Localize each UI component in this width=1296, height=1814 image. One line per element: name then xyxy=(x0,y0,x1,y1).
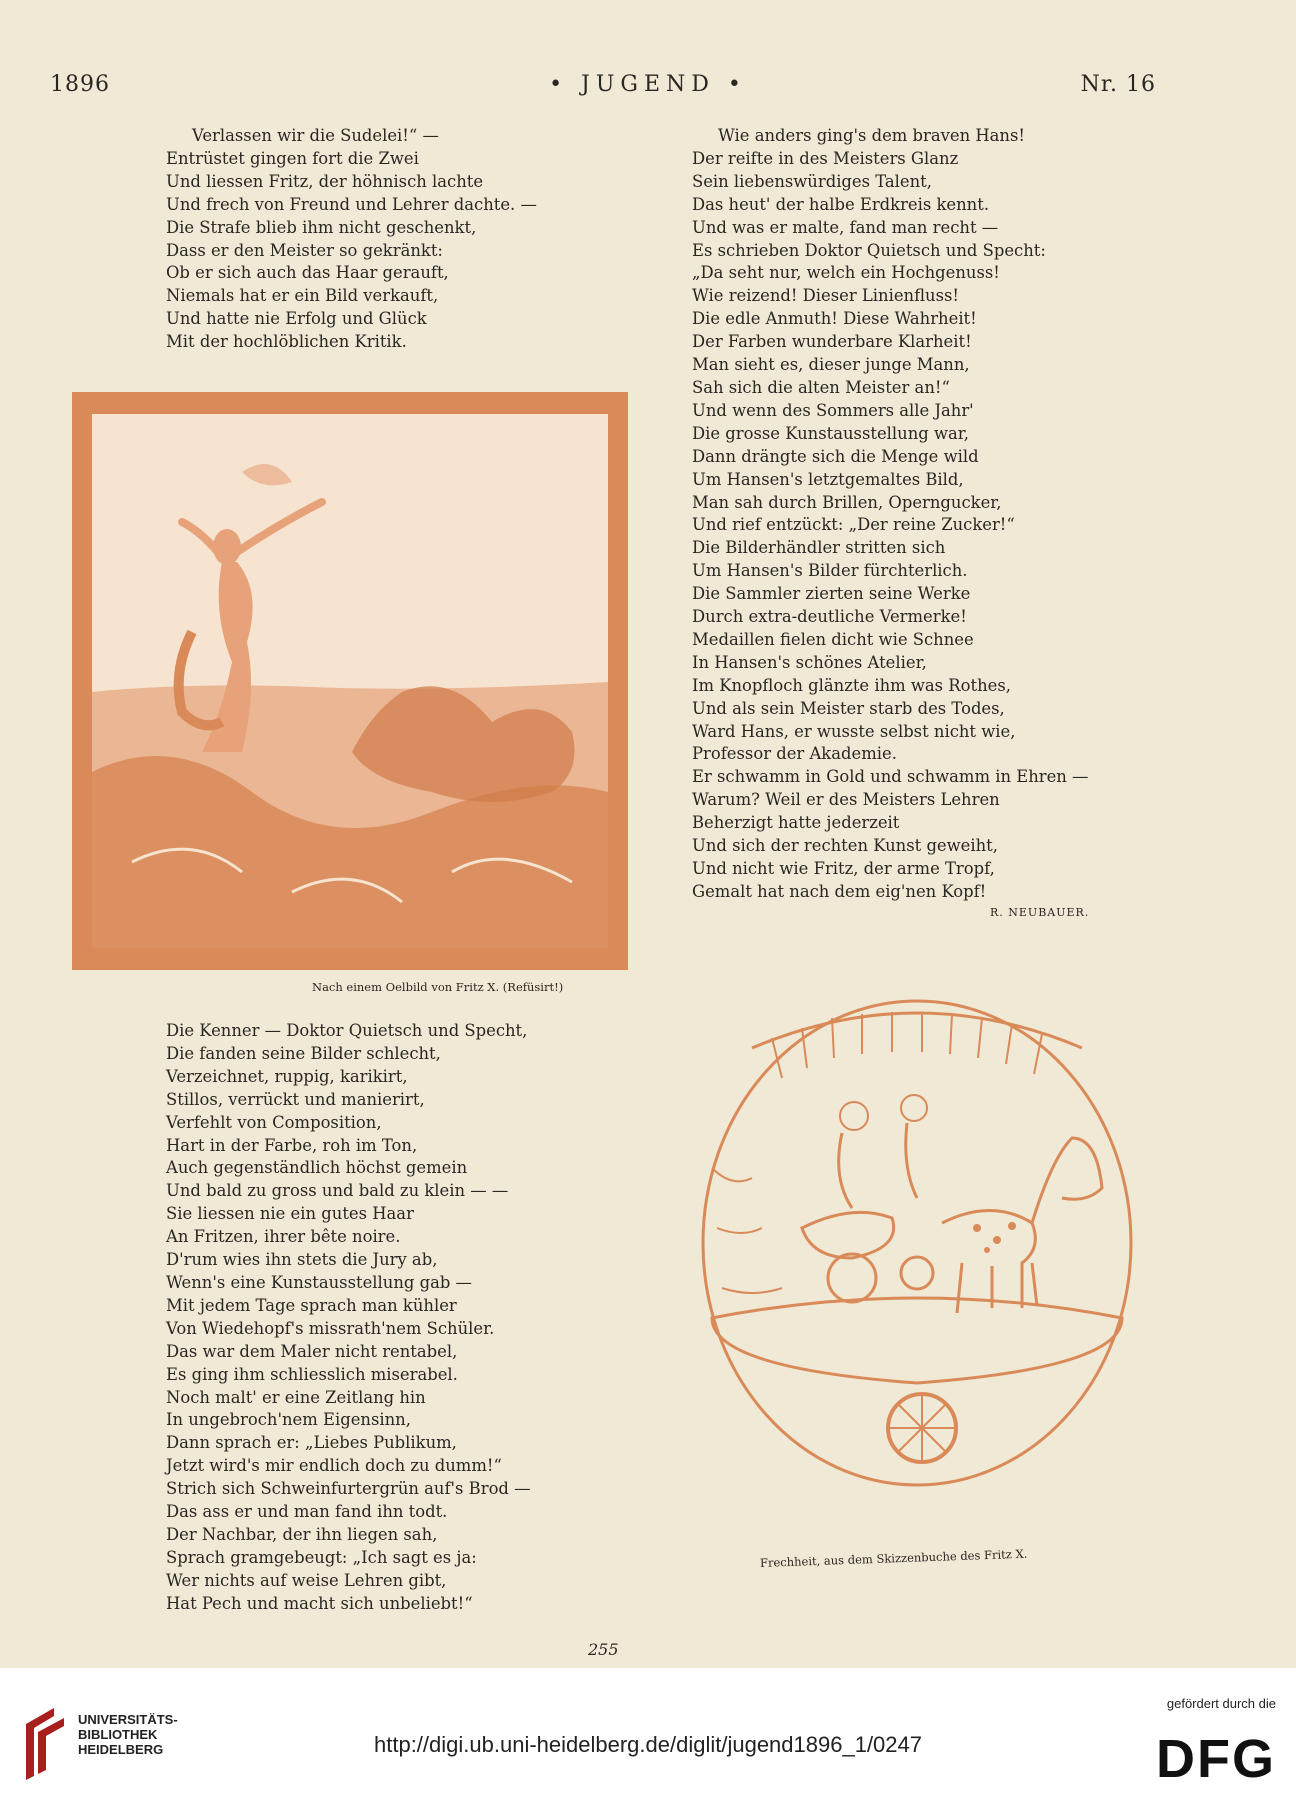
horse-spot xyxy=(984,1247,990,1253)
poem-line: Und hatte nie Erfolg und Glück xyxy=(166,309,427,329)
poem-line: Ward Hans, er wusste selbst nicht wie, xyxy=(692,721,1016,741)
library-name-line-1: UNIVERSITÄTS- xyxy=(78,1712,178,1727)
lower-wheel-spokes xyxy=(888,1394,956,1462)
funded-by-label: gefördert durch die xyxy=(1166,1696,1276,1711)
poem-line: Und rief entzückt: „Der reine Zucker!“ xyxy=(692,515,1015,535)
poem-line: Sein liebenswürdiges Talent, xyxy=(692,171,932,191)
poem-line: Stillos, verrückt und manierirt, xyxy=(166,1089,425,1109)
poem-line: Die Strafe blieb ihm nicht geschenkt, xyxy=(166,217,477,237)
poem-line: Das war dem Maler nicht rentabel, xyxy=(166,1341,458,1361)
poem-line: Und frech von Freund und Lehrer dachte. — xyxy=(166,194,537,214)
poem-top-left xyxy=(166,125,537,354)
poem-line: Verzeichnet, ruppig, karikirt, xyxy=(166,1066,408,1086)
poem-line: Man sah durch Brillen, Operngucker, xyxy=(692,492,1002,512)
poem-line: Jetzt wird's mir endlich doch zu dumm!“ xyxy=(166,1456,502,1476)
poem-line: Hat Pech und macht sich unbeliebt!“ xyxy=(166,1593,473,1613)
poem-line: Und als sein Meister starb des Todes, xyxy=(692,698,1005,718)
poem-line: Die Bilderhändler stritten sich xyxy=(692,538,946,558)
painting-caption: Nach einem Oelbild von Fritz X. (Refüsirt!) xyxy=(312,980,564,994)
library-name-line-3: HEIDELBERG xyxy=(78,1742,164,1757)
poem-line: Dann sprach er: „Liebes Publikum, xyxy=(166,1433,457,1453)
poem-line: Das ass er und man fand ihn todt. xyxy=(166,1502,448,1522)
poem-line: Warum? Weil er des Meisters Lehren xyxy=(692,790,1000,810)
poem-line: Im Knopfloch glänzte ihm was Rothes, xyxy=(692,675,1011,695)
poem-line: Um Hansen's letztgemaltes Bild, xyxy=(692,469,964,489)
platform xyxy=(712,1298,1122,1383)
poem-line: Wer nichts auf weise Lehren gibt, xyxy=(166,1570,447,1590)
poem-line: Die fanden seine Bilder schlecht, xyxy=(166,1043,441,1063)
horse-spot xyxy=(1008,1222,1016,1230)
horse-head xyxy=(1032,1138,1102,1223)
poem-line: Mit jedem Tage sprach man kühler xyxy=(166,1295,457,1315)
crowd-hands xyxy=(712,1168,782,1293)
cart-wheel-2 xyxy=(901,1257,933,1289)
poem-line: Strich sich Schweinfurtergrün auf's Brod — xyxy=(166,1479,531,1499)
poem-line: In Hansen's schönes Atelier, xyxy=(692,652,927,672)
poem-line: Und liessen Fritz, der höhnisch lachte xyxy=(166,171,484,191)
poem-line: Von Wiedehopf's missrath'nem Schüler. xyxy=(166,1318,495,1338)
horse-spot xyxy=(993,1236,1001,1244)
poem-line: Niemals hat er ein Bild verkauft, xyxy=(166,286,439,306)
poem-line: Sah sich die alten Meister an!“ xyxy=(692,377,950,397)
poem-line: Dass er den Meister so gekränkt: xyxy=(166,240,443,260)
sketch-illustration xyxy=(692,988,1142,1493)
sketch-oval xyxy=(703,1001,1131,1485)
poem-line: D'rum wies ihn stets die Jury ab, xyxy=(166,1250,438,1270)
poem-line: Gemalt hat nach dem eig'nen Kopf! xyxy=(692,881,987,901)
poem-line: Verfehlt von Composition, xyxy=(166,1112,382,1132)
poem-line: Verlassen wir die Sudelei!“ — xyxy=(192,126,439,145)
poem-line: Ob er sich auch das Haar gerauft, xyxy=(166,263,449,283)
author-signature: R. NEUBAUER. xyxy=(990,906,1090,919)
poem-line: Wie anders ging's dem braven Hans! xyxy=(718,126,1025,145)
poem-line: Man sieht es, dieser junge Mann, xyxy=(692,355,970,375)
poem-line: Die Kenner — Doktor Quietsch und Specht, xyxy=(166,1021,528,1040)
poem-line: Professor der Akademie. xyxy=(692,744,897,764)
poem-line: Und was er malte, fand man recht — xyxy=(692,217,999,237)
poem-line: Auch gegenständlich höchst gemein xyxy=(166,1158,468,1178)
poem-line: Die grosse Kunstausstellung war, xyxy=(692,423,969,443)
poem-line: „Da seht nur, welch ein Hochgenuss! xyxy=(692,263,1000,283)
cart-wheel-1 xyxy=(828,1254,876,1302)
poem-line: Und nicht wie Fritz, der arme Tropf, xyxy=(692,859,995,878)
sketch-caption: Frechheit, aus dem Skizzenbuche des Fritz X. xyxy=(759,1546,1028,1570)
poem-line: Er schwamm in Gold und schwamm in Ehren — xyxy=(692,767,1089,787)
poem-line: Es ging ihm schliesslich miserabel. xyxy=(166,1364,458,1384)
poem-line: Das heut' der halbe Erdkreis kennt. xyxy=(692,194,990,214)
poem-line: Durch extra-deutliche Vermerke! xyxy=(692,607,967,627)
critic-head-1 xyxy=(840,1102,868,1130)
poem-line: An Fritzen, ihrer bête noire. xyxy=(166,1227,401,1247)
poem-line: Und bald zu gross und bald zu klein — — xyxy=(166,1181,509,1201)
digitization-footer xyxy=(0,1668,1296,1814)
poem-line: Dann drängte sich die Menge wild xyxy=(692,446,979,466)
poem-line: Der reifte in des Meisters Glanz xyxy=(692,148,959,168)
source-url[interactable]: http://digi.ub.uni-heidelberg.de/diglit/jugend1896_1/0247 xyxy=(374,1732,922,1757)
poem-line: Und sich der rechten Kunst geweiht, xyxy=(692,836,998,856)
poem-line: Es schrieben Doktor Quietsch und Specht: xyxy=(692,240,1046,260)
header-year: 1896 xyxy=(50,72,110,97)
oil-painting-illustration xyxy=(72,392,628,970)
poem-right xyxy=(692,125,1088,904)
cart-body xyxy=(802,1212,894,1258)
poem-line: Und wenn des Sommers alle Jahr' xyxy=(692,400,974,420)
poem-line: Sprach gramgebeugt: „Ich sagt es ja: xyxy=(166,1547,477,1567)
poem-line: Medaillen fielen dicht wie Schnee xyxy=(692,629,974,649)
library-name-line-2: BIBLIOTHEK xyxy=(78,1727,158,1742)
poem-line: Wenn's eine Kunstausstellung gab — xyxy=(166,1272,472,1292)
poem-line: Um Hansen's Bilder fürchterlich. xyxy=(692,561,968,581)
poem-line: Die Sammler zierten seine Werke xyxy=(692,584,971,604)
header-title: • JUGEND • xyxy=(549,72,747,97)
poem-line: Noch malt' er eine Zeitlang hin xyxy=(166,1387,426,1407)
poem-line: Mit der hochlöblichen Kritik. xyxy=(166,332,407,352)
poem-bottom-left xyxy=(166,1020,531,1616)
poem-line: Der Nachbar, der ihn liegen sah, xyxy=(166,1524,438,1544)
poem-line: In ungebroch'nem Eigensinn, xyxy=(166,1410,411,1430)
poem-line: Die edle Anmuth! Diese Wahrheit! xyxy=(692,309,977,329)
header-issue: Nr. 16 xyxy=(1080,72,1156,97)
poem-line: Der Farben wunderbare Klarheit! xyxy=(692,332,972,352)
critic-bodies xyxy=(839,1123,917,1208)
page-number: 255 xyxy=(588,1640,619,1659)
poem-line: Beherzigt hatte jederzeit xyxy=(692,813,900,833)
dfg-logo: DFG xyxy=(1156,1729,1276,1789)
poem-line: Entrüstet gingen fort die Zwei xyxy=(166,148,419,168)
critic-head-2 xyxy=(901,1095,927,1121)
poem-line: Wie reizend! Dieser Linienfluss! xyxy=(692,286,959,306)
horse-spot xyxy=(973,1224,981,1232)
poem-line: Hart in der Farbe, roh im Ton, xyxy=(166,1135,418,1155)
poem-line: Sie liessen nie ein gutes Haar xyxy=(166,1204,414,1224)
